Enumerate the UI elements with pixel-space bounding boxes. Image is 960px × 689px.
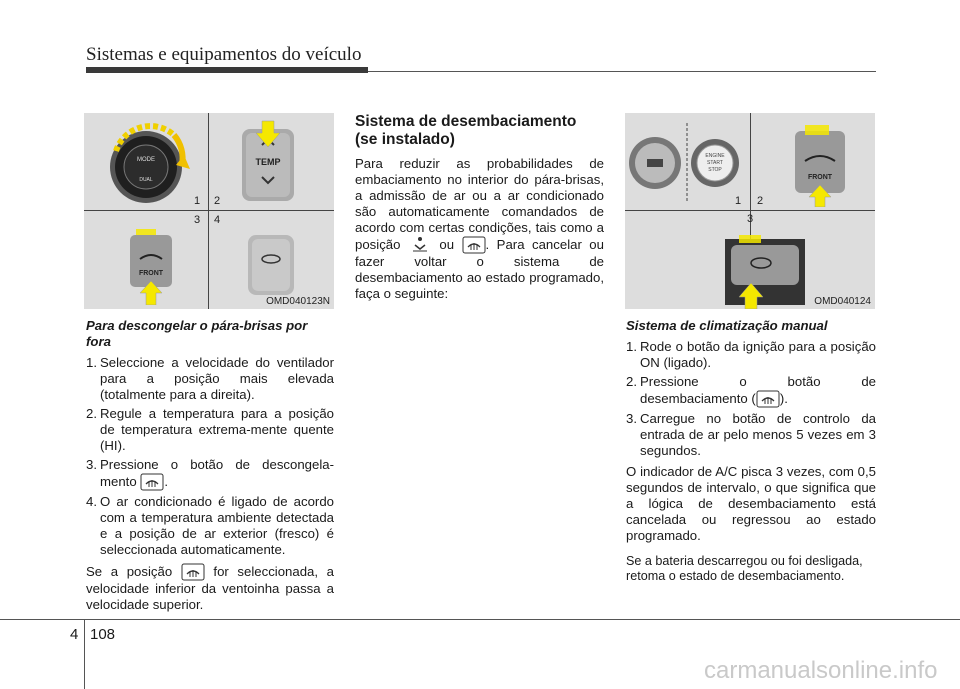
front-defrost-button-illustration — [787, 121, 857, 207]
list-item — [86, 406, 334, 454]
defrost-icon — [181, 563, 205, 581]
body-paragraph — [355, 156, 604, 302]
list-item — [86, 494, 334, 558]
front-defrost-button-illustration — [124, 223, 184, 305]
battery-note: Se a bateria descarregou ou foi desligada, retoma o estado de desembaciamento. — [626, 554, 863, 583]
list-item — [86, 355, 334, 403]
air-intake-button-illustration — [721, 225, 811, 309]
fan-knob-illustration — [102, 121, 202, 207]
figure-divider-horizontal — [625, 210, 875, 211]
figure-label-4: 4 — [214, 214, 221, 226]
column-middle — [355, 113, 604, 307]
step-list — [626, 339, 876, 459]
defrost-icon — [756, 390, 780, 408]
section-title-line2: (se instalado) — [355, 131, 455, 148]
figure-label-2: 2 — [214, 195, 221, 207]
figure-label-1: 1 — [194, 195, 201, 207]
section-title — [355, 113, 604, 149]
watermark: carmanualsonline.info — [704, 657, 938, 684]
page-header-title: Sistemas e equipamentos do veículo — [86, 44, 362, 65]
knob-mode-text: MODE — [137, 157, 155, 163]
button-start-text: START — [707, 160, 723, 166]
defrost-icon — [140, 473, 164, 491]
step-number: 4. — [86, 494, 97, 509]
temp-switch-illustration — [234, 119, 304, 205]
step-text-end: . — [164, 474, 168, 489]
body-paragraph: O indicador de A/C pisca 3 vezes, com 0,5 segundos de intervalo, o que significa que a lógica de desembaciamento está cancelada ou regressou ao estado programado. — [626, 464, 876, 543]
figure-left — [84, 113, 334, 309]
list-item — [626, 411, 876, 459]
step-number: 3. — [626, 411, 637, 426]
figure-label-3: 3 — [747, 213, 754, 225]
step-number: 2. — [626, 374, 637, 389]
button-engine-text: ENGINE — [705, 153, 725, 159]
figure-divider-vertical — [208, 113, 209, 309]
step-text-end: ). — [779, 391, 788, 406]
floor-defrost-icon — [408, 236, 432, 254]
figure-code: OMD040124 — [814, 296, 871, 307]
step-number: 1. — [86, 355, 97, 370]
note-text: Se a posição — [86, 564, 173, 579]
step-list — [86, 355, 334, 558]
step-text: Carregue no botão de controlo da entrada de ar pelo menos 5 vezes em 3 segundos. — [640, 411, 876, 458]
step-number: 2. — [86, 406, 97, 421]
subheading: Sistema de climatização manual — [626, 318, 828, 333]
step-text: Pressione o botão de desembaciamento ( — [640, 374, 876, 406]
paragraph-text: Para reduzir as probabilidades de embaciamento no interior do pára-brisas, a admissão de ar ou a ar condicionado são automaticamente comandados de acordo com certas condições, tais como a posição — [355, 156, 604, 252]
knob-dual-text: DUAL — [139, 177, 153, 183]
column-left — [86, 318, 334, 618]
figure-label-1: 1 — [735, 195, 742, 207]
temp-label: TEMP — [255, 157, 281, 167]
footer-divider — [84, 619, 85, 689]
paragraph-text: . Para cancelar ou fazer voltar o sistema de desembaciamento ao estado programado, faça o seguinte: — [355, 237, 604, 301]
step-text: Pressione o botão de descongela-mento — [100, 457, 334, 489]
step-text: Regule a temperatura para a posição de temperatura extrema-mente quente (HI). — [100, 406, 334, 453]
step-text: Rode o botão da ignição para a posição ON (ligado). — [640, 339, 876, 370]
page-number: 108 — [90, 626, 116, 643]
note-paragraph — [86, 563, 334, 613]
figure-divider-horizontal — [84, 210, 334, 211]
step-text: Seleccione a velocidade do ventilador para a posição mais elevada (totalmente para a direita). — [100, 355, 334, 402]
step-number: 3. — [86, 457, 97, 472]
list-item — [626, 339, 876, 371]
header-rule — [368, 71, 876, 72]
front-label-left: FRONT — [138, 270, 164, 277]
defrost-icon — [462, 236, 486, 254]
ac-button-illustration — [244, 231, 304, 301]
figure-label-2: 2 — [757, 195, 764, 207]
header-bar — [86, 67, 368, 73]
figure-right — [625, 113, 875, 309]
step-number: 1. — [626, 339, 637, 354]
button-stop-text: STOP — [708, 167, 722, 173]
note-text: for seleccionada, a velocidade inferior da ventoinha passa a velocidade superior. — [86, 564, 335, 612]
ignition-illustration — [625, 123, 745, 203]
step-text: O ar condicionado é ligado de acordo com a temperatura ambiente detectada e a posição de ar exterior (fresco) é seleccionada automaticamente. — [100, 494, 334, 557]
list-item — [86, 457, 334, 491]
column-right — [626, 318, 876, 589]
front-label-right: FRONT — [807, 174, 833, 181]
subheading: Para descongelar o pára-brisas por fora — [86, 318, 308, 349]
section-title-line1: Sistema de desembaciamento — [355, 113, 577, 130]
chapter-number: 4 — [70, 626, 79, 643]
list-item — [626, 374, 876, 408]
footer-rule — [0, 619, 960, 620]
figure-code: OMD040123N — [266, 296, 330, 307]
paragraph-text: ou — [439, 237, 455, 252]
figure-label-3: 3 — [194, 214, 201, 226]
